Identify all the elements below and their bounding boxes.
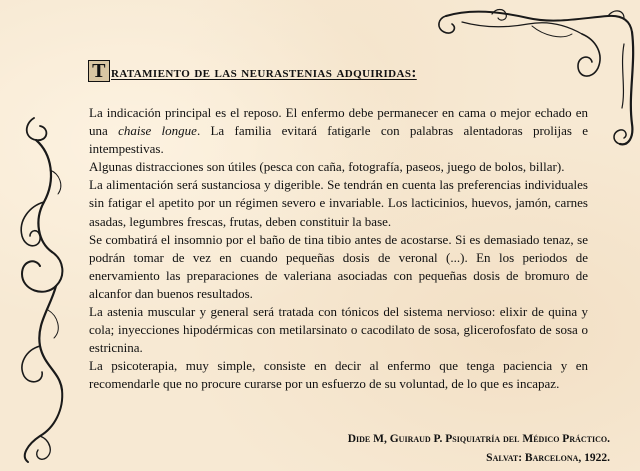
- paragraph-astenia: La astenia muscular y general será tratada con tónicos del sistema nervioso: elixir de quina y cola; inyecciones hipodérmicas con metilarsinato o cacodilato de sosa, glicerofosfato de sosa o estricnina.: [89, 304, 588, 356]
- title-drop-cap: T: [88, 60, 110, 82]
- citation-publisher: Salvat: Barcelona, 1922.: [486, 452, 610, 464]
- section-title: [88, 60, 417, 82]
- paragraph-distracciones: Algunas distracciones son útiles (pesca con caña, fotografía, paseos, juego de bolos, billar).: [89, 159, 565, 175]
- left-flourish-ornament: [0, 110, 80, 465]
- citation: [348, 430, 610, 468]
- title-text: ratamiento de las neurastenias adquiridas:: [111, 65, 417, 81]
- article-body: [89, 104, 588, 394]
- paragraph-reposo: La indicación principal es el reposo. El enfermo debe permanecer en cama o mejor echado en una chaise longue. La familia evitará fatigarle con palabras alentadoras prolijas e intempestivas.: [89, 105, 589, 157]
- paragraph-alimentacion: La alimentación será sustanciosa y digerible. Se tendrán en cuenta las preferencias individuales sin fatigar el apetito por un régimen severo e invariable. Los lacticinios, huevos, jamón, carnes asadas, legumbres frescas, frutas, deben constituir la base.: [89, 177, 588, 229]
- paragraph-psicoterapia: La psicoterapia, muy simple, consiste en decir al enfermo que tenga paciencia y en recomendarle que no procure curarse por un esfuerzo de su voluntad, de lo que es incapaz.: [89, 358, 588, 392]
- emphasis-chaise-longue: chaise longue: [118, 123, 197, 139]
- paragraph-insomnio: Se combatirá el insomnio por el baño de tina tibio antes de acostarse. Si es demasiado tenaz, se podrán tomar de vez en cuando pequeñas dosis de veronal (...). En los periodos de enervamiento las preparaciones de valeriana asociadas con pequeñas dosis de bromuro de alcanfor dan buenos resultados.: [89, 231, 588, 301]
- citation-authors: Dide M, Guiraud P. Psiquiatría del Médico Práctico.: [347, 433, 610, 445]
